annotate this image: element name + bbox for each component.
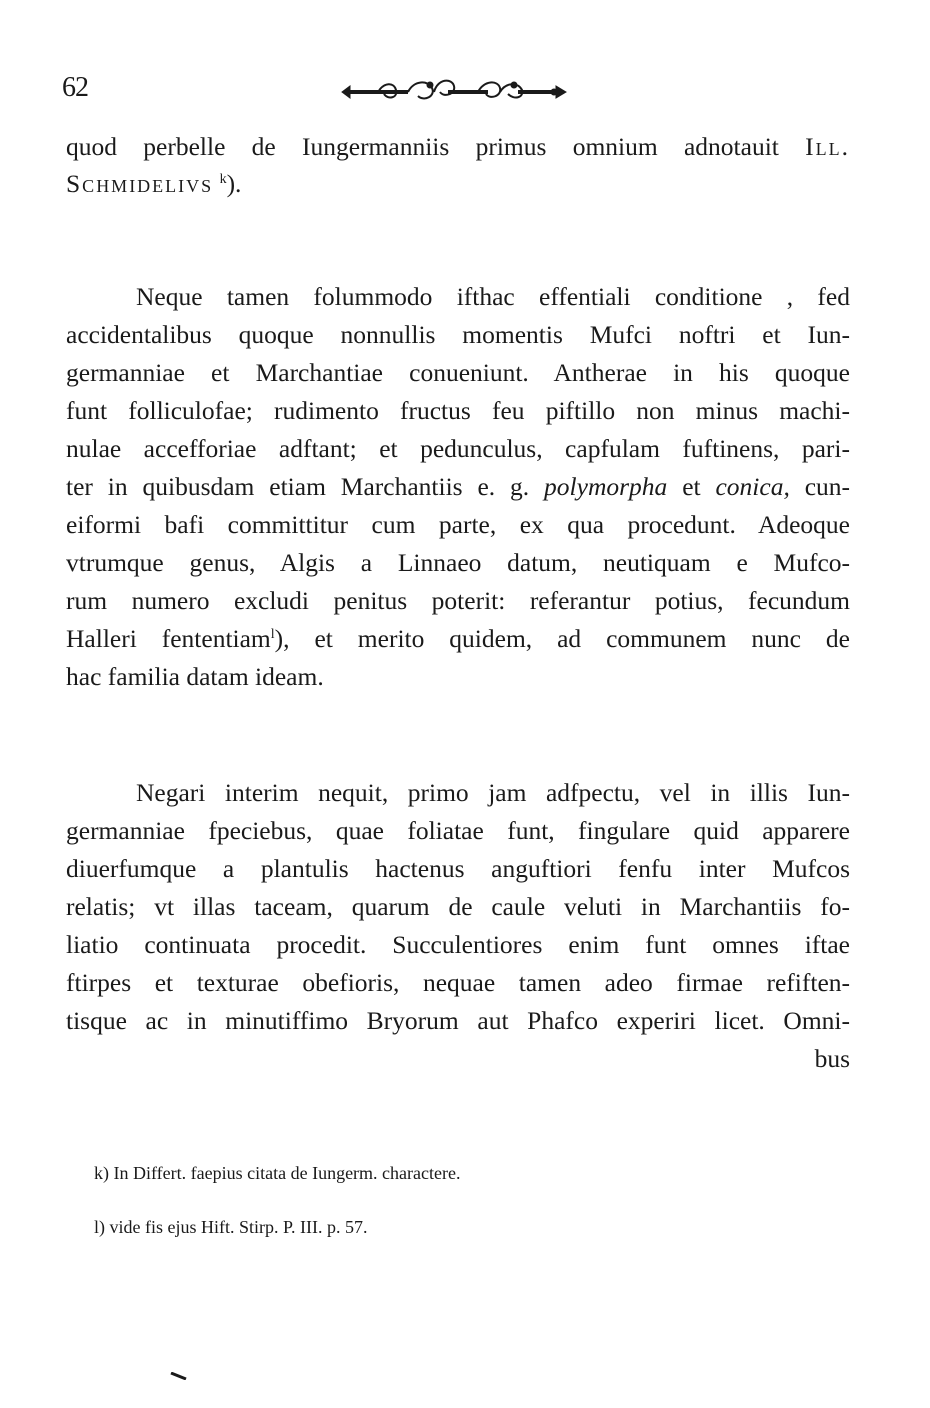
ink-speck-icon [170,1372,188,1380]
text-span: quod perbelle de Iungermanniis primus omnium adnotauit [66,132,779,161]
catchword: bus [814,1044,850,1073]
text-line: vtrumque genus, Algis a Linnaeo datum, neutiquam e Mufco- [66,548,850,577]
text-line: relatis; vt illas taceam, quarum de caule veluti in Marchantiis fo- [66,892,850,921]
text-span: ter in quibusdam etiam Marchantiis e. g. [66,472,530,501]
text-line: eiformi bafi committitur cum parte, ex qua procedunt. Adeoque [66,510,850,539]
footnote-k: k) In Differt. faepius citata de Iungerm. charactere. [94,1163,461,1183]
text-line [66,171,850,197]
text-span: ). [226,169,242,198]
text-line: tisque ac in minutiffimo Bryorum aut Phafco experiri licet. Omni- [66,1006,850,1035]
page-number: 62 [62,72,88,103]
text-line: diuerfumque a plantulis hactenus anguftiori fenfu inter Mufcos [66,854,850,883]
text-span: cun- [804,472,851,501]
footnote-ref: l [270,627,275,642]
text-line [66,134,850,160]
author-name: Schmidelivs [66,169,214,198]
species-name: conica, [715,472,790,501]
text-line: Negari interim nequit, primo jam adfpectu, vel in illis Iun- [136,778,850,807]
text-line: ftirpes et texturae obefioris, nequae tamen adeo firmae refiften- [66,968,850,997]
text-line: accidentalibus quoque nonnullis momentis Mufci noftri et Iun- [66,320,850,349]
text-line: hac familia datam ideam. [66,662,324,691]
text-span: Halleri fententiam [66,624,271,653]
small-caps-span: Ill. [805,132,850,161]
text-line: funt folliculofae; rudimento fructus feu piftillo non minus machi- [66,396,850,425]
text-span: et [682,472,701,501]
decorative-ornament-icon [338,76,570,104]
text-line: liatio continuata procedit. Succulentiores enim funt omnes iftae [66,930,850,959]
text-line: germanniae fpeciebus, quae foliatae funt, fingulare quid apparere [66,816,850,845]
text-span: ), et merito quidem, ad communem nunc de [274,624,850,653]
species-name: polymorpha [544,472,668,501]
text-line: nulae accefforiae adftant; et pedunculus, capfulam fuftinens, pari- [66,434,850,463]
text-line [66,474,850,500]
text-line [66,626,850,652]
text-line: rum numero excludi penitus poterit: referantur potius, fecundum [66,586,850,615]
footnote-l: l) vide fis ejus Hift. Stirp. P. III. p. 57. [94,1217,368,1237]
text-line: germanniae et Marchantiae conueniunt. Antherae in his quoque [66,358,850,387]
text-line: Neque tamen folummodo ifthac effentiali conditione , fed [136,282,850,311]
footnote-ref: k [219,172,227,187]
